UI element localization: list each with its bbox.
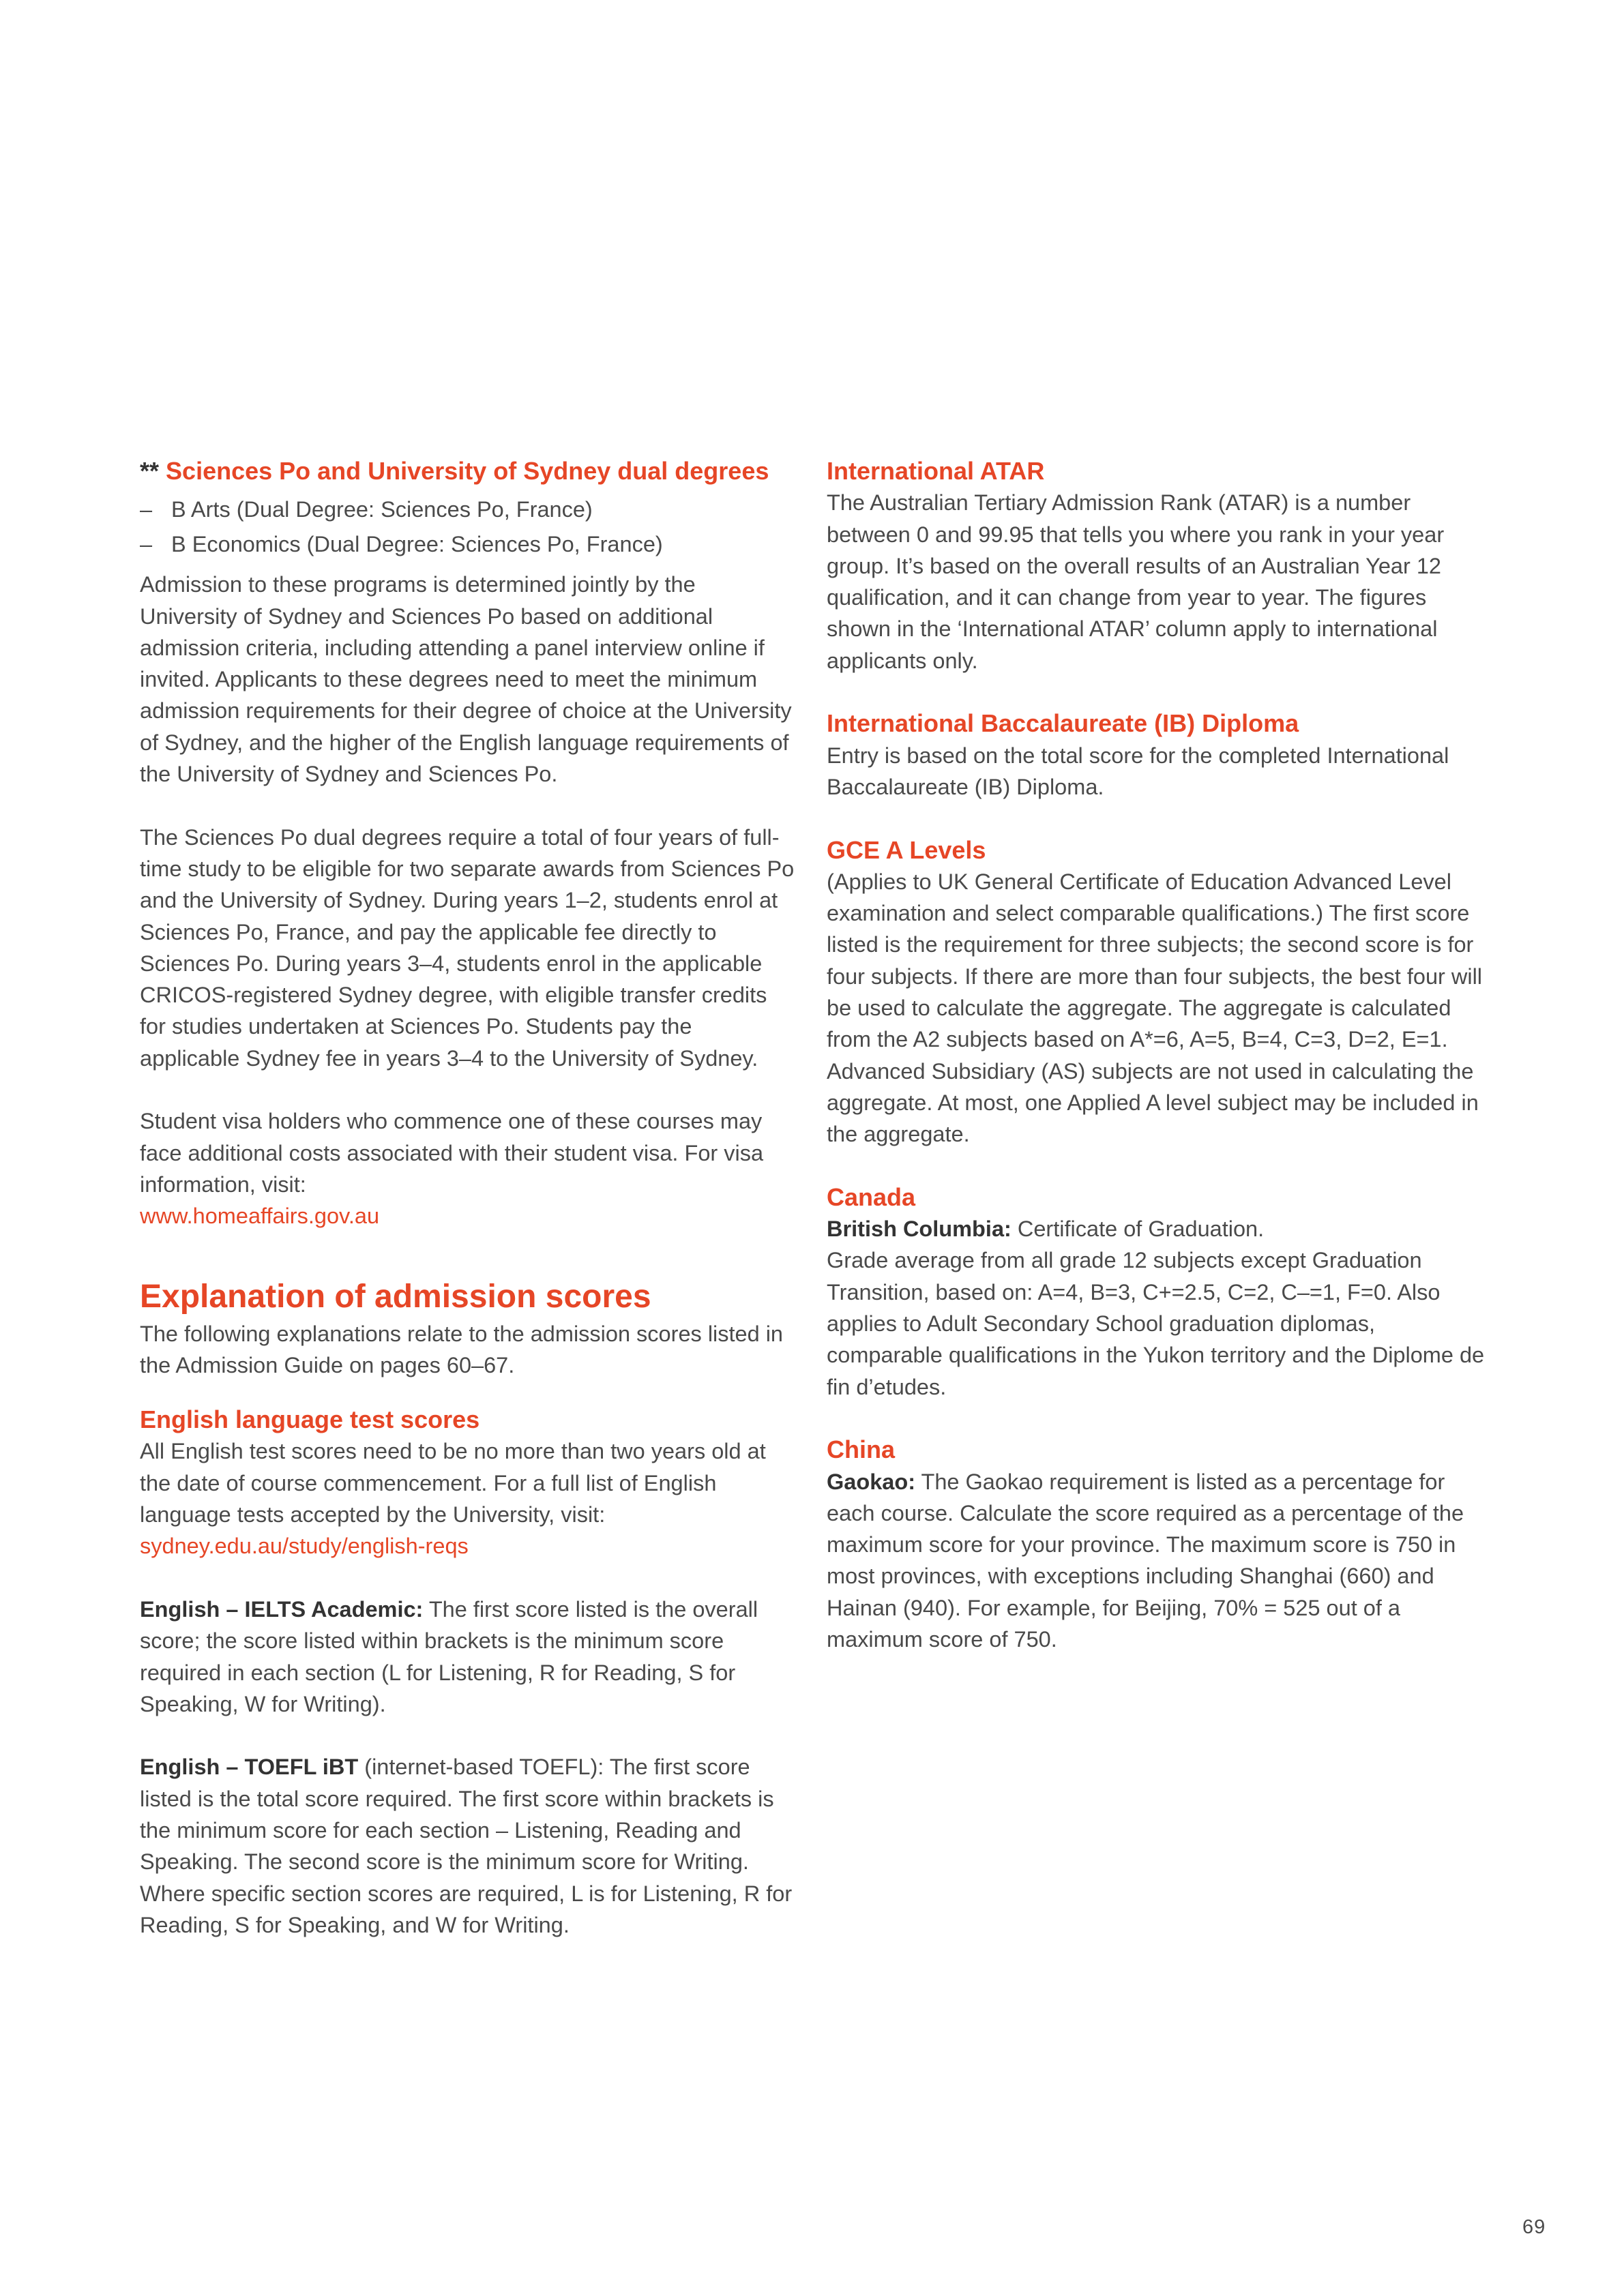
ielts-label: English – IELTS Academic: xyxy=(140,1596,424,1622)
explanation-heading: Explanation of admission scores xyxy=(140,1278,651,1315)
list-item-text: B Economics (Dual Degree: Sciences Po, France) xyxy=(171,532,663,557)
dual-degrees-heading xyxy=(140,456,795,487)
british-columbia-label: British Columbia: xyxy=(827,1217,1012,1242)
english-text: All English test scores need to be no more than two years old at the date of course commencement. For a full list of English language tests accepted by the University, visit: xyxy=(140,1439,766,1527)
toefl-text: (internet-based TOEFL): The first score listed is the total score required. The first score within brackets is the minimum score for each section – Listening, Reading and Speaking. The second score is the minimum score for Writing. Where specific section scores are required, L is for Listening, R for Reading, S for Speaking, and W for Writing. xyxy=(140,1755,793,1937)
list-item xyxy=(140,527,795,562)
toefl-paragraph xyxy=(140,1751,795,1941)
dash-bullet: – xyxy=(140,497,153,522)
english-paragraph xyxy=(140,1435,795,1562)
english-reqs-link[interactable]: sydney.edu.au/study/english-reqs xyxy=(140,1534,469,1559)
gaokao-text: The Gaokao requirement is listed as a percentage for each course. Calculate the score required as a percentage of the maximum score for your province. The maximum score is 750 in most provinces, with exceptions including Shanghai (660) and Hainan (940). For example, for Beijing, 70% = 525 out of a maximum score of 750. xyxy=(827,1469,1464,1652)
dash-bullet: – xyxy=(140,532,153,557)
visa-text: Student visa holders who commence one of these courses may face additional costs associated with their student visa. For visa information, visit: xyxy=(140,1109,764,1197)
dual-degrees-list xyxy=(140,492,795,562)
toefl-label: English – TOEFL iBT xyxy=(140,1755,359,1780)
ib-heading: International Baccalaureate (IB) Diploma xyxy=(827,709,1299,738)
double-asterisk: ** xyxy=(140,457,160,485)
ib-text: Entry is based on the total score for the completed International Baccalaureate (IB) Diploma. xyxy=(827,743,1449,799)
dual-degrees-paragraph-3 xyxy=(140,1105,795,1232)
atar-text: The Australian Tertiary Admission Rank (ATAR) is a number between 0 and 99.95 that tells you where you rank in your year group. It’s based on the overall results of an Australian Year 12 qualification, and it can change from year to year. The figures shown in the ‘International ATAR’ column apply to international applicants only. xyxy=(827,490,1445,673)
explanation-intro: The following explanations relate to the admission scores listed in the Admission Guide on pages 60–67. xyxy=(140,1321,784,1377)
list-item-text: B Arts (Dual Degree: Sciences Po, France) xyxy=(171,497,593,522)
canada-text: Grade average from all grade 12 subjects except Graduation Transition, based on: A=4, B=3, C+=2.5, C=2, C–=1, F=0. Also applies to Adult Secondary School graduation diplomas, comparable qualifications in the Yukon territory and the Diplome de fin d’etudes. xyxy=(827,1248,1485,1399)
atar-heading: International ATAR xyxy=(827,457,1045,485)
gaokao-label: Gaokao: xyxy=(827,1469,916,1494)
gce-text: (Applies to UK General Certificate of Education Advanced Level examination and select comparable qualifications.) The first score listed is the requirement for three subjects; the second score is for four subjects. If there are more than four subjects, the best four will be used to calculate the aggregate. The aggregate is calculated from the A2 subjects based on A*=6, A=5, B=4, C=3, D=2, E=1. Advanced Subsidiary (AS) subjects are not used in calculating the aggregate. At most, one Applied A level subject may be included in the aggregate. xyxy=(827,869,1483,1147)
page-number: 69 xyxy=(1522,2216,1546,2238)
canada-label-line xyxy=(827,1213,1488,1244)
ielts-text: The first score listed is the overall score; the score listed within brackets is the minimum score required in each section (L for Listening, R for Reading, S for Speaking, W for Writing). xyxy=(140,1596,758,1716)
left-column xyxy=(140,456,795,1941)
dual-degrees-paragraph-1: Admission to these programs is determined jointly by the University of Sydney and Sciences Po based on additional admission criteria, including attending a panel interview online if invited. Applicants to these degrees need to meet the minimum admission requirements for their degree of choice at the University of Sydney, and the higher of the English language requirements of the University of Sydney and Sciences Po. xyxy=(140,572,792,787)
ielts-paragraph xyxy=(140,1594,795,1720)
canada-heading: Canada xyxy=(827,1182,916,1211)
gce-heading: GCE A Levels xyxy=(827,835,986,864)
china-paragraph xyxy=(827,1466,1488,1656)
english-heading: English language test scores xyxy=(140,1405,480,1434)
china-heading: China xyxy=(827,1435,896,1464)
homeaffairs-link[interactable]: www.homeaffairs.gov.au xyxy=(140,1204,380,1229)
right-column xyxy=(827,456,1488,1655)
dual-degrees-paragraph-2: The Sciences Po dual degrees require a total of four years of full-time study to be eligible for two separate awards from Sciences Po and the University of Sydney. During years 1–2, students enrol at Sciences Po, France, and pay the applicable fee directly to Sciences Po. During years 3–4, students enrol in the applicable CRICOS-registered Sydney degree, with eligible transfer credits for studies undertaken at Sciences Po. Students pay the applicable Sydney fee in years 3–4 to the University of Sydney. xyxy=(140,824,795,1071)
dual-degrees-heading-text: Sciences Po and University of Sydney dual degrees xyxy=(166,457,769,485)
list-item xyxy=(140,492,795,527)
british-columbia-text: Certificate of Graduation. xyxy=(1011,1217,1265,1242)
